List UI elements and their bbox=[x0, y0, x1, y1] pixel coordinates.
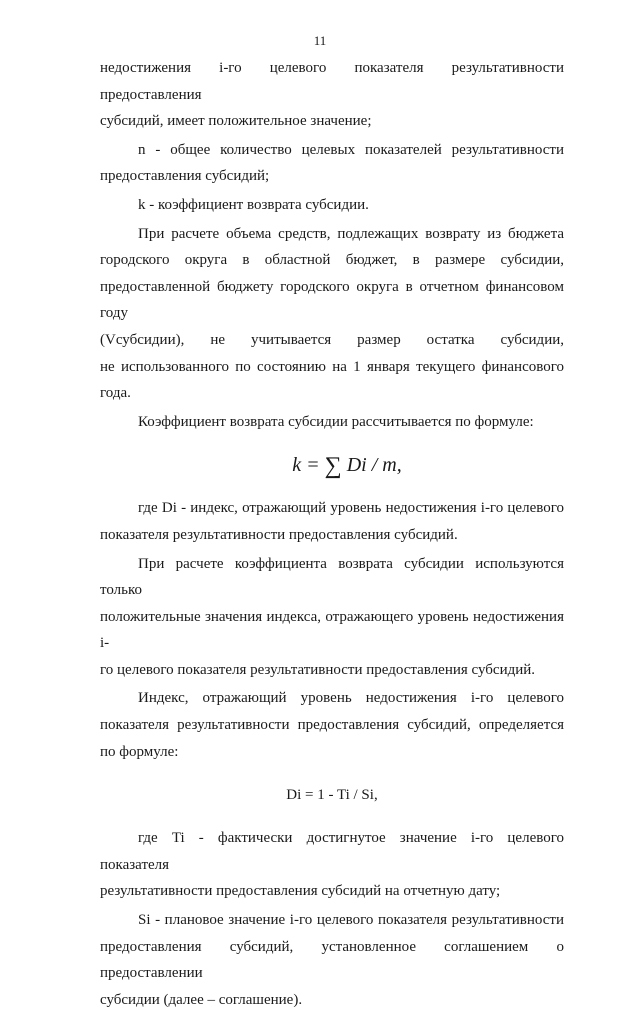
formula-di: Di = 1 - Ti / Si, bbox=[286, 787, 378, 804]
text-line: Si - плановое значение i-го целевого показателя результативности bbox=[138, 912, 564, 929]
text-line: не использованного по состоянию на 1 января текущего финансового года. bbox=[100, 358, 564, 402]
text-line: предоставленной бюджету городского округа в отчетном финансовом году bbox=[100, 278, 564, 322]
formula-k-rhs: Di / m, bbox=[346, 454, 402, 477]
text-line: городского округа в областной бюджет, в размере субсидии, bbox=[100, 252, 564, 269]
sum-symbol: ∑ bbox=[324, 453, 342, 480]
text-line: где Ti - фактически достигнутое значение i-го целевого показателя bbox=[100, 830, 564, 873]
text-line: положительные значения индекса, отражающего уровень недостижения i- bbox=[100, 608, 564, 652]
text-line: где Di - индекс, отражающий уровень недостижения i-го целевого bbox=[138, 500, 564, 517]
text-line: Индекс, отражающий уровень недостижения i-го целевого bbox=[138, 690, 564, 707]
text-line: Коэффициент возврата субсидии рассчитывается по формуле: bbox=[138, 413, 534, 430]
text-line: субсидии (далее – соглашение). bbox=[100, 991, 303, 1008]
text-line: При расчете коэффициента возврата субсидии используются только bbox=[100, 555, 564, 599]
text-line: показателя результативности предоставления субсидий, определяется bbox=[100, 717, 564, 734]
formula-k-lhs: k = bbox=[292, 454, 320, 477]
document-body bbox=[100, 55, 564, 1013]
text-line: предоставления субсидий; bbox=[100, 168, 270, 185]
text-line: n - общее количество целевых показателей результативности bbox=[138, 141, 564, 158]
text-line: го целевого показателя результативности предоставления субсидий. bbox=[100, 661, 536, 678]
text-line: результативности предоставления субсидий на отчетную дату; bbox=[100, 883, 501, 900]
text-line: субсидий, имеет положительное значение; bbox=[100, 113, 372, 130]
text-line: показателя результативности предоставления субсидий. bbox=[100, 526, 458, 543]
formula-k bbox=[100, 435, 564, 495]
text-line: (Vсубсидии), не учитывается размер остатка субсидии, bbox=[100, 331, 564, 348]
text-line: k - коэффициент возврата субсидии. bbox=[138, 196, 369, 213]
text-line: предоставления субсидий, установленное соглашением о предоставлении bbox=[100, 938, 564, 982]
text-line: При расчете объема средств, подлежащих возврату из бюджета bbox=[138, 225, 564, 242]
text-line: по формуле: bbox=[100, 743, 179, 760]
page-number: 11 bbox=[313, 33, 327, 48]
text-line: недостижения i-го целевого показателя результативности предоставления bbox=[100, 60, 564, 103]
